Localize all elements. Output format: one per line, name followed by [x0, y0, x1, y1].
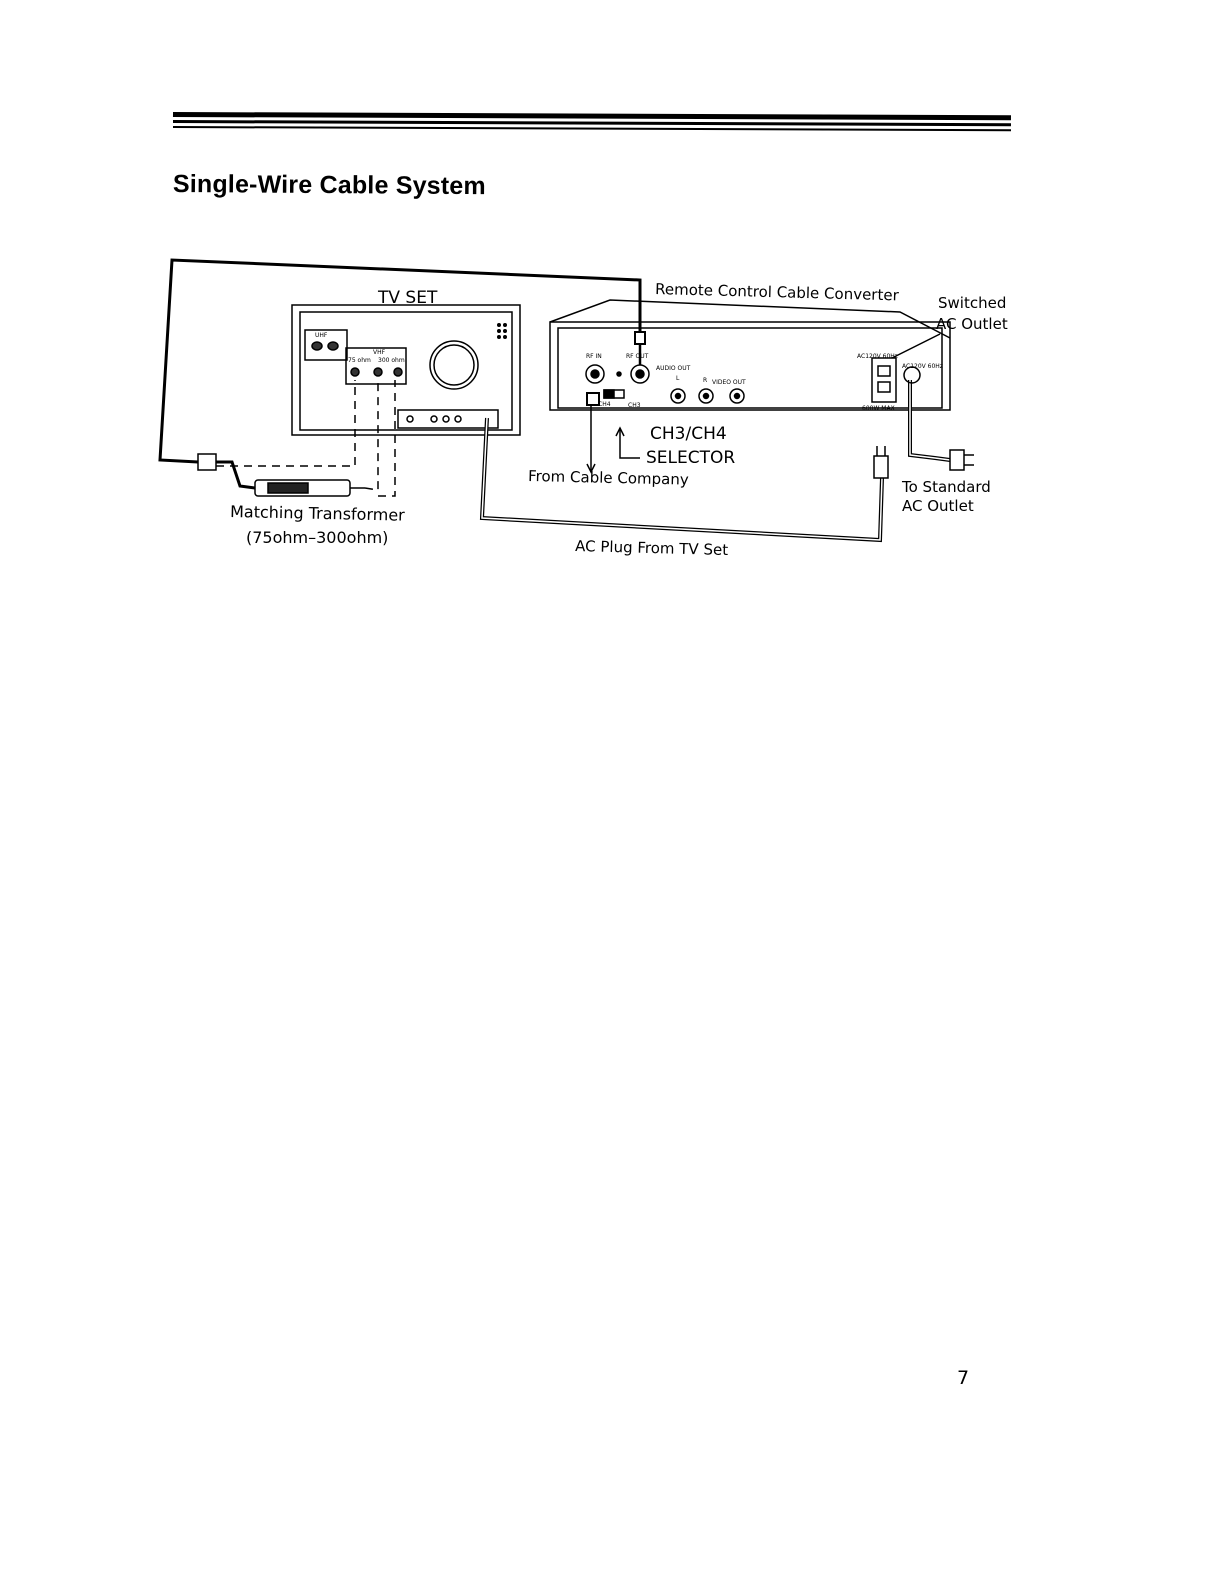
from-cable-label: From Cable Company	[527, 467, 689, 489]
matching-line2: (75ohm–300ohm)	[246, 528, 389, 547]
rf-out-label: RF OUT	[626, 353, 649, 360]
selector-line1: CH3/CH4	[650, 424, 727, 444]
dashed-lead-300b	[378, 380, 395, 496]
audio-r-label: R	[703, 377, 708, 384]
audio-l-label: L	[676, 375, 680, 382]
standard-plug	[950, 450, 964, 470]
ac-rating-label-2: AC120V 60Hz	[902, 363, 943, 370]
ch3-small-label: CH3	[628, 402, 641, 409]
vhf-label: VHF	[373, 349, 386, 356]
to-standard-line1: To Standard	[902, 478, 991, 496]
max-watts-label: 600W MAX	[862, 405, 895, 412]
switched-outlet-line1: Switched	[938, 294, 1007, 312]
converter-top	[550, 300, 950, 338]
rf-in-label: RF IN	[586, 353, 602, 360]
tv-set-label: TV SET	[378, 288, 438, 308]
ac-rating-label: AC120V 60Hz	[857, 353, 898, 360]
vhf-300-label: 300 ohm	[378, 357, 405, 364]
switched-outlet	[872, 358, 896, 402]
switched-outlet-line2: AC Outlet	[936, 315, 1008, 333]
ch4-small-label: CH4	[598, 401, 611, 408]
converter-label: Remote Control Cable Converter	[654, 280, 899, 305]
converter-power-cord	[910, 380, 950, 460]
top-rule-thick	[173, 112, 1011, 120]
page-number: 7	[957, 1367, 970, 1389]
vhf-75-label: 75 ohm	[348, 357, 371, 364]
top-rule-thin	[173, 126, 1011, 131]
tv-dial	[430, 341, 478, 389]
selector-line2: SELECTOR	[646, 448, 736, 468]
page-title: Single-Wire Cable System	[172, 170, 487, 201]
matching-line1: Matching Transformer	[229, 502, 405, 525]
audio-out-label: AUDIO OUT	[656, 365, 691, 372]
cable-connection-diagram	[150, 250, 1030, 580]
uhf-label: UHF	[315, 332, 328, 339]
dashed-lead-75	[216, 380, 355, 466]
ac-plug-label: AC Plug From TV Set	[574, 537, 729, 560]
to-standard-line2: AC Outlet	[902, 497, 974, 515]
top-rule-mid	[173, 120, 1011, 126]
coax-connector	[198, 454, 216, 470]
tv-ac-plug	[874, 456, 888, 478]
video-out-label: VIDEO OUT	[712, 379, 746, 386]
